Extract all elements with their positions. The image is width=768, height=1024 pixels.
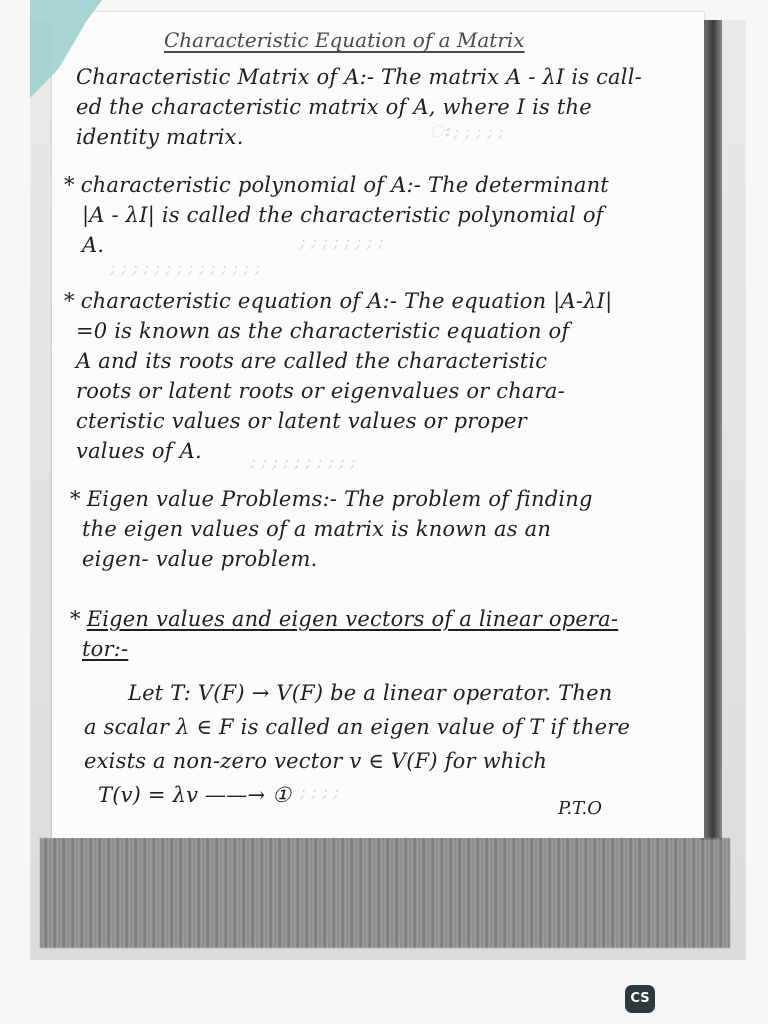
text-line: identity matrix.: [76, 125, 244, 149]
text-line-content: characteristic equation of A:- The equation |A-λI|: [80, 289, 613, 313]
section-characteristic-equation: [64, 286, 612, 466]
section-characteristic-polynomial: [64, 170, 609, 260]
bullet-mark: *: [70, 487, 81, 511]
bleed-through-text: ഃ ; ; ; ; ;: [430, 122, 504, 142]
bleed-through-text: ; ; ; ; ; ; ; ;: [300, 232, 384, 252]
page-edge-shadow-bottom: [40, 838, 730, 948]
bullet-mark: *: [64, 173, 75, 197]
text-line: A and its roots are called the characteristic: [76, 349, 548, 373]
text-line: Characteristic Matrix of A:- The matrix A - λI is call-: [76, 65, 642, 89]
pto-note: P.T.O: [558, 798, 603, 819]
text-line-content: Eigen value Problems:- The problem of finding: [86, 487, 593, 511]
text-line: eigen- value problem.: [82, 547, 318, 571]
camscanner-badge: CS: [625, 985, 655, 1013]
section-eigen-vectors-heading: [70, 604, 618, 664]
equation-line: T(v) = λv ——→ ①: [98, 783, 292, 807]
text-line: [70, 604, 618, 634]
text-line: the eigen values of a matrix is known as an: [82, 517, 552, 541]
section-characteristic-matrix: [76, 62, 642, 152]
text-line: tor:-: [82, 637, 129, 661]
bleed-through-text: ; ; ; ;: [300, 782, 340, 802]
text-line: roots or latent roots or eigenvalues or chara-: [76, 379, 565, 403]
text-line-content: characteristic polynomial of A:- The determinant: [80, 173, 609, 197]
text-line: exists a non-zero vector v ∈ V(F) for which: [84, 749, 548, 773]
section-eigen-value-problems: [70, 484, 593, 574]
text-line-content: Eigen values and eigen vectors of a linear opera-: [86, 607, 619, 631]
bullet-mark: *: [70, 607, 81, 631]
text-line: =0 is known as the characteristic equation of: [76, 319, 570, 343]
text-line: cteristic values or latent values or proper: [76, 409, 527, 433]
bleed-through-text: ; ; ; ; ; ; ; ; ; ;: [250, 452, 356, 472]
text-line: A.: [82, 233, 105, 257]
text-line: Let T: V(F) → V(F) be a linear operator. Then: [128, 681, 613, 705]
text-line: values of A.: [76, 439, 202, 463]
bullet-mark: *: [64, 289, 75, 313]
page-title: Characteristic Equation of a Matrix: [164, 28, 525, 52]
section-linear-operator-definition: [84, 676, 630, 812]
text-line: ed the characteristic matrix of A, where I is the: [76, 95, 592, 119]
bleed-through-text: ; ; ; ; ; ; ; ; ; ; ; ; ; ;: [110, 258, 261, 278]
text-line: |A - λI| is called the characteristic polynomial of: [82, 203, 604, 227]
text-line: [70, 484, 593, 514]
text-line: a scalar λ ∈ F is called an eigen value of T if there: [84, 715, 631, 739]
text-line: [64, 170, 609, 200]
text-line: [64, 286, 612, 316]
